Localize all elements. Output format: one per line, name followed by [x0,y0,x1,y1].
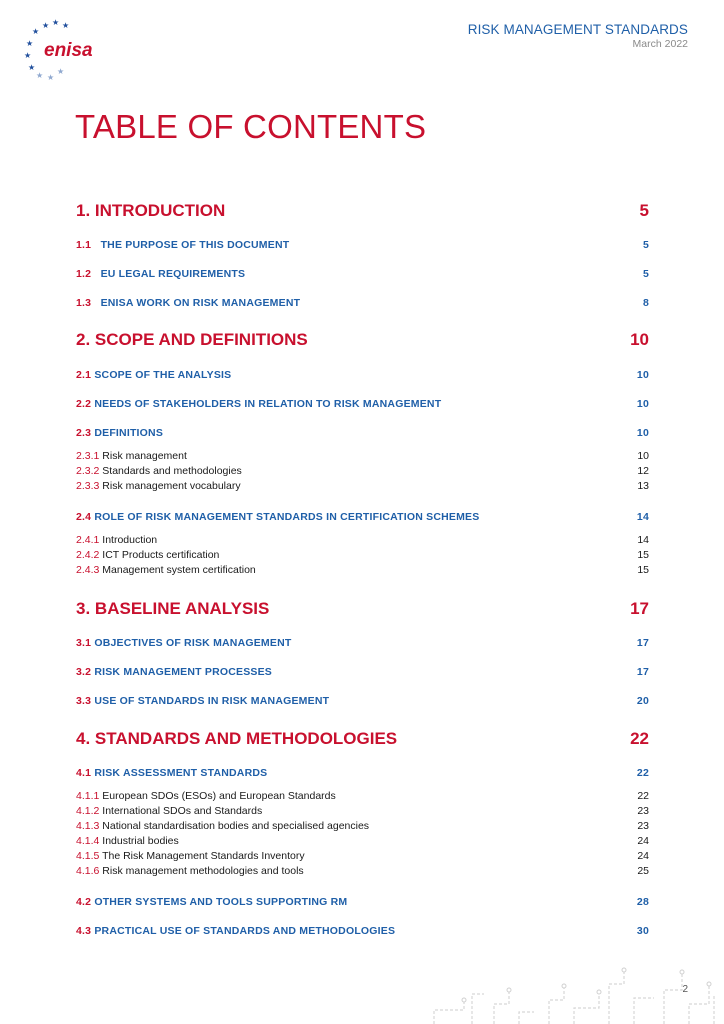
toc-page-number: 30 [636,925,649,937]
toc-entry-title: 4. STANDARDS AND METHODOLOGIES [76,729,398,748]
toc-entry-title: 4.1.6 Risk management methodologies and tools [76,865,304,877]
toc-entry-title: 3.3 USE OF STANDARDS IN RISK MANAGEMENT [76,695,330,707]
toc-subsection[interactable] [76,925,649,937]
toc-page-number: 15 [637,564,649,576]
toc-subsection[interactable] [76,398,649,410]
toc-entry-title: 4.1.2 International SDOs and Standards [76,805,263,817]
toc-subsubsection[interactable] [76,534,649,546]
document-date: March 2022 [632,38,688,50]
toc-page-number: 13 [637,480,649,492]
toc-entry-title: 4.1.5 The Risk Management Standards Inventory [76,850,305,862]
toc-page-number: 24 [637,835,649,847]
toc-entry-title: 2.4.2 ICT Products certification [76,549,220,561]
toc-subsection[interactable] [76,511,649,523]
toc-entry-title: 2.4.1 Introduction [76,534,158,546]
toc-subsection[interactable] [76,637,649,649]
toc-subsection[interactable] [76,297,649,309]
toc-entry-title: 3. BASELINE ANALYSIS [76,599,270,618]
toc-entry-title: 2.3.3 Risk management vocabulary [76,480,241,492]
toc-page-number: 20 [636,695,649,707]
toc-section[interactable] [76,599,649,619]
toc-page-number: 17 [636,666,649,678]
toc-page-number: 10 [636,398,649,410]
toc-subsubsection[interactable] [76,564,649,576]
toc-section[interactable] [76,201,649,221]
toc-subsubsection[interactable] [76,835,649,847]
document-title: RISK MANAGEMENT STANDARDS [467,22,688,37]
toc-entry-title: 2.4.3 Management system certification [76,564,256,576]
toc-entry-title: 1.2 EU LEGAL REQUIREMENTS [76,268,246,280]
toc-entry-title: 2. SCOPE AND DEFINITIONS [76,330,308,349]
toc-page-number: 10 [636,427,649,439]
toc-page-number: 22 [636,767,649,779]
toc-entry-title: 4.1.1 European SDOs (ESOs) and European Standards [76,790,336,802]
toc-page-number: 23 [637,820,649,832]
star-icon: ★ [28,63,36,72]
toc-subsection[interactable] [76,666,649,678]
star-icon: ★ [47,73,55,82]
star-icon: ★ [32,27,40,36]
toc-subsection[interactable] [76,268,649,280]
logo-wordmark: enisa [44,40,93,61]
toc-subsubsection[interactable] [76,549,649,561]
toc-subsection[interactable] [76,427,649,439]
star-icon: ★ [42,21,50,30]
toc-page-number: 23 [637,805,649,817]
toc-page-number: 10 [630,330,649,349]
circuit-decoration-icon [424,964,724,1024]
toc-page-number: 22 [630,729,649,748]
toc-entry-title: 2.3.1 Risk management [76,450,187,462]
page-title: TABLE OF CONTENTS [75,108,427,145]
page-number: 2 [682,984,688,995]
toc-entry-title: 3.2 RISK MANAGEMENT PROCESSES [76,666,273,678]
star-icon: ★ [52,18,60,27]
toc-entry-title: 4.1.4 Industrial bodies [76,835,179,847]
toc-page-number: 25 [637,865,649,877]
toc-entry-title: 1. INTRODUCTION [76,201,226,220]
toc-subsubsection[interactable] [76,465,649,477]
toc-subsubsection[interactable] [76,790,649,802]
toc-page-number: 24 [637,850,649,862]
toc-page-number: 22 [637,790,649,802]
toc-subsubsection[interactable] [76,805,649,817]
toc-page-number: 14 [637,534,649,546]
toc-subsection[interactable] [76,767,649,779]
toc-page-number: 5 [639,201,649,220]
toc-entry-title: 3.1 OBJECTIVES OF RISK MANAGEMENT [76,637,292,649]
toc-subsubsection[interactable] [76,480,649,492]
toc-page-number: 17 [636,637,649,649]
toc-page-number: 17 [630,599,649,618]
toc-page-number: 10 [637,450,649,462]
toc-page-number: 10 [636,369,649,381]
toc-page-number: 8 [642,297,649,309]
toc-subsection[interactable] [76,369,649,381]
toc-entry-title: 1.3 ENISA WORK ON RISK MANAGEMENT [76,297,301,309]
toc-entry-title: 2.1 SCOPE OF THE ANALYSIS [76,369,232,381]
toc-subsubsection[interactable] [76,820,649,832]
toc-subsubsection[interactable] [76,850,649,862]
toc-subsection[interactable] [76,239,649,251]
toc-entry-title: 4.1 RISK ASSESSMENT STANDARDS [76,767,268,779]
toc-entry-title: 4.1.3 National standardisation bodies and specialised agencies [76,820,370,832]
toc-entry-title: 1.1 THE PURPOSE OF THIS DOCUMENT [76,239,290,251]
toc-page-number: 28 [636,896,649,908]
toc-subsection[interactable] [76,695,649,707]
toc-entry-title: 2.3 DEFINITIONS [76,427,164,439]
toc-entry-title: 4.3 PRACTICAL USE OF STANDARDS AND METHODOLOGIES [76,925,396,937]
toc-section[interactable] [76,729,649,749]
toc-subsubsection[interactable] [76,450,649,462]
star-icon: ★ [26,39,34,48]
toc-page-number: 15 [637,549,649,561]
toc-page-number: 14 [636,511,649,523]
toc-entry-title: 2.2 NEEDS OF STAKEHOLDERS IN RELATION TO RISK MANAGEMENT [76,398,442,410]
toc-entry-title: 2.4 ROLE OF RISK MANAGEMENT STANDARDS IN CERTIFICATION SCHEMES [76,511,480,523]
enisa-logo [20,18,93,84]
star-icon: ★ [57,67,65,76]
star-icon: ★ [36,71,44,80]
star-icon: ★ [24,51,32,60]
toc-entry-title: 4.2 OTHER SYSTEMS AND TOOLS SUPPORTING RM [76,896,348,908]
toc-subsubsection[interactable] [76,865,649,877]
toc-page-number: 5 [642,239,649,251]
toc-section[interactable] [76,330,649,350]
toc-entry-title: 2.3.2 Standards and methodologies [76,465,242,477]
toc-page-number: 5 [642,268,649,280]
toc-subsection[interactable] [76,896,649,908]
toc-page-number: 12 [637,465,649,477]
star-icon: ★ [62,21,70,30]
